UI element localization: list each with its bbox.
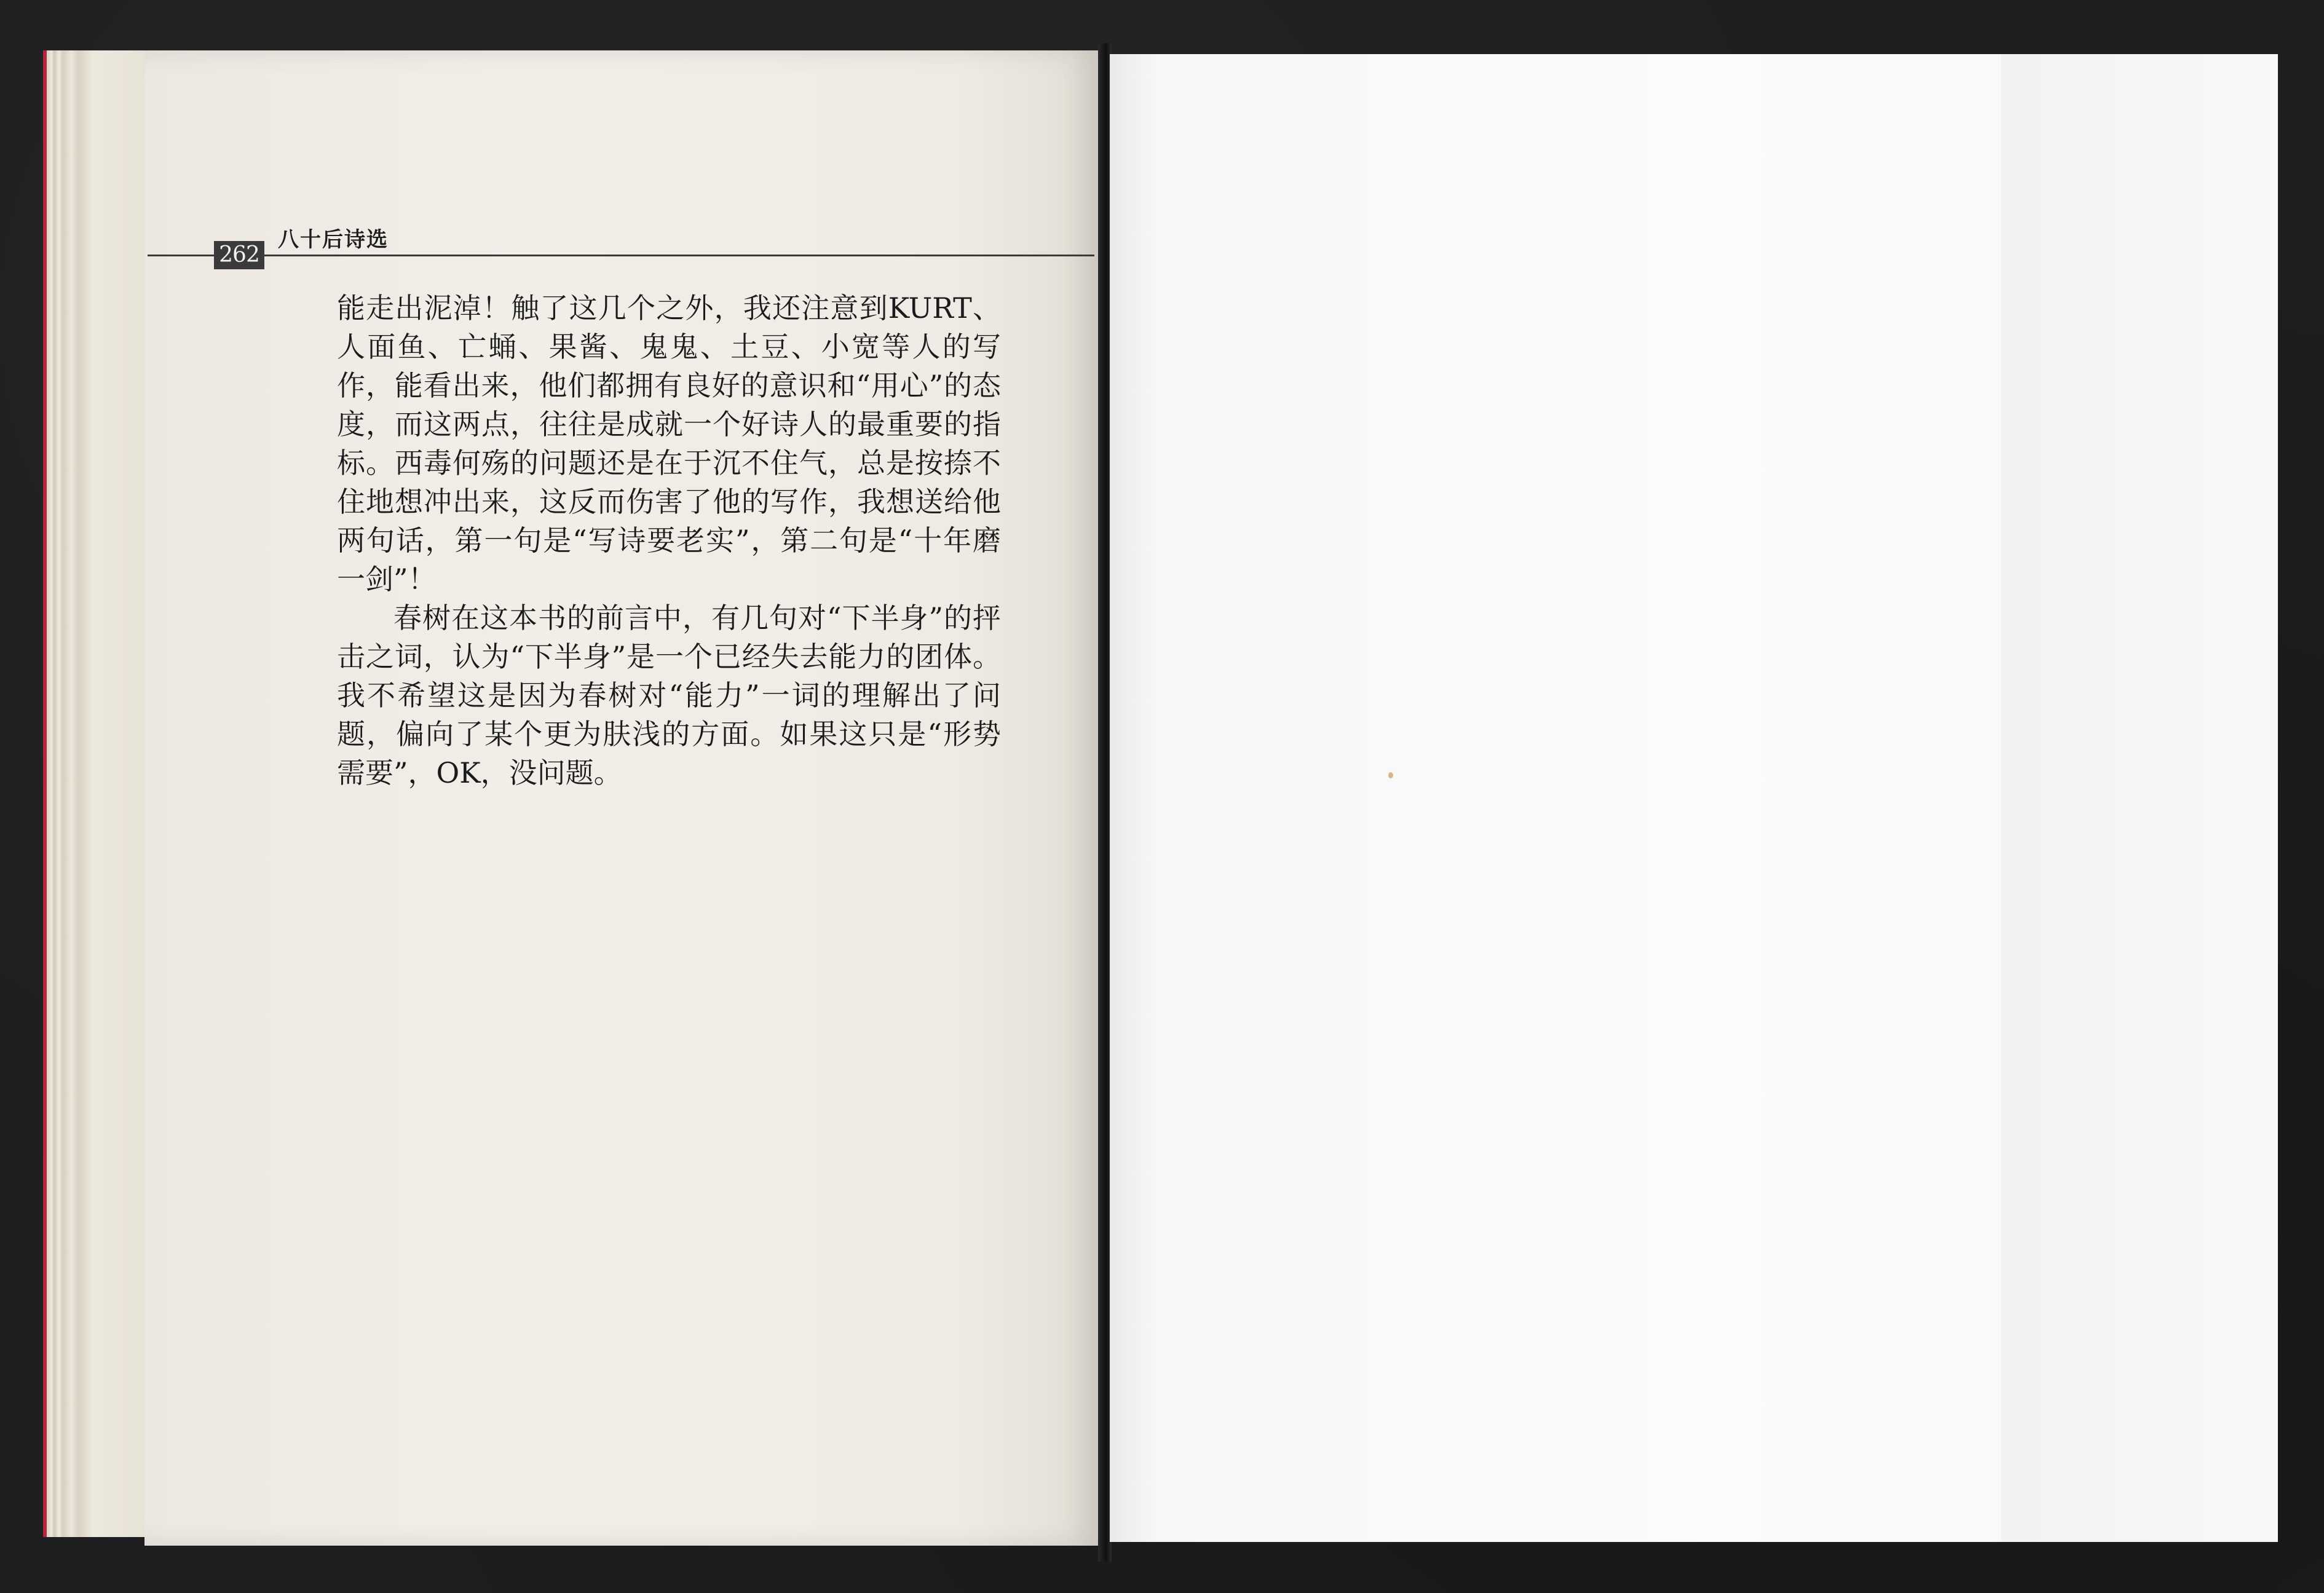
header-rule (148, 255, 1094, 256)
paragraph-2: 春树在这本书的前言中，有几句对“下半身”的抨击之词，认为“下半身”是一个已经失去能力的团体。我不希望这是因为春树对“能力”一词的理解出了问题，偏向了某个更为肤浅的方面。如果这只是“形势需要”，OK，没问题。 (337, 601, 1001, 789)
body-text (337, 289, 1001, 793)
left-page (144, 50, 1101, 1546)
paragraph-1: 能走出泥淖！触了这几个之外，我还注意到KURT、人面鱼、亡蛹、果酱、鬼鬼、土豆、小宽等人的写作，能看出来，他们都拥有良好的意识和“用心”的态度，而这两点，往往是成就一个好诗人的最重要的指标。西毒何殇的问题还是在于沉不住气，总是按捺不住地想冲出来，这反而伤害了他的写作，我想送给他两句话，第一句是“写诗要老实”，第二句是“十年磨一剑”！ (337, 291, 1001, 596)
running-title: 八十后诗选 (278, 227, 389, 252)
page-number: 262 (214, 241, 264, 269)
page-block-edges (43, 50, 154, 1537)
right-page-fold (2001, 54, 2272, 1542)
paper-speck (1388, 772, 1393, 778)
